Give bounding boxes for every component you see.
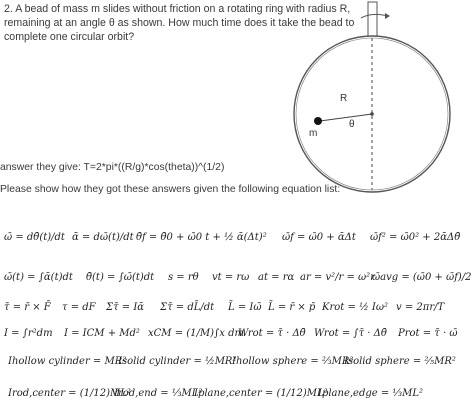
center-point [370,112,374,116]
rotation-arrowhead [385,13,390,19]
eq-angular-acceleration: ᾱ = dω̄(t)/dt [72,232,134,243]
eq-hollow-cylinder: Ihollow cylinder = MR² [8,356,127,367]
eq-center-of-mass: xCM = (1/M)∫x dm [148,328,244,339]
eq-parallel-axis: I = ICM + Md² [64,328,140,339]
eq-rod-end: Irod,end = ⅓ML² [114,388,203,399]
rotation-arrow [361,14,388,18]
eq-arc-length: s = rθ [168,272,199,283]
eq-torque-cross: τ̄ = r̄ × F̄ [4,302,51,313]
eq-torque-dl: Στ̄ = dL̄/dt [160,302,215,313]
eq-plane-edge: Iplane,edge = ⅓ML² [318,388,424,399]
equation-list [0,202,474,413]
eq-tangential-acceleration: at = rα [258,272,295,283]
eq-theta-integral: θ̄(t) = ∫ω̄(t)dt [86,272,155,283]
answer-line: answer they give: T=2*pi*((R/g)*cos(theta))^(1/2) [0,162,225,173]
label-r: R [340,93,348,104]
axis-rod [368,2,377,36]
request-line: Please show how they got these answers given the following equation list: [0,184,341,195]
radius-line [320,114,372,121]
eq-omega-final: ω̄f = ω̄0 + ᾱΔt [282,232,356,243]
eq-angular-momentum: L̄ = Iω̄ [228,302,262,313]
eq-rotational-ke: Krot = ½ Iω² [322,302,389,313]
eq-newton-rotation: Στ̄ = Iᾱ [106,302,145,313]
eq-radial-acceleration: ar = v²/r = ω²r [300,272,375,283]
eq-solid-cylinder: Isolid cylinder = ½MR² [118,356,237,367]
eq-angular-velocity: ω̄ = dθ̄(t)/dt [4,232,65,243]
eq-torque-df: τ = dF [62,302,96,313]
label-theta: θ [349,119,355,130]
eq-rotational-work: Wrot = τ̄ · Δθ̄ [238,328,306,339]
eq-rotational-work-integral: Wrot = ∫τ̄ · Δθ̄ [314,328,387,339]
eq-hollow-sphere: Ihollow sphere = ⅔MR² [232,356,354,367]
eq-tangential-velocity: vt = rω [212,272,250,283]
eq-omega-integral: ω̄(t) = ∫ᾱ(t)dt [4,272,73,283]
eq-moment-inertia: I = ∫r²dm [4,328,53,339]
eq-theta-final: θ̄f = θ̄0 + ω̄0 t + ½ ᾱ(Δt)² [136,232,267,243]
question-text: 2. A bead of mass m slides without friction on a rotating ring with radius R, remaining at an angle θ as shown. How much time does it take the bead to complete one circular orbit? [4,3,355,43]
eq-angular-momentum-cross: L̄ = r̄ × p̄ [268,302,316,313]
eq-orbital-speed: v = 2πr/T [396,302,445,313]
eq-rod-center: Irod,center = (1/12)ML² [8,388,131,399]
bead [314,117,322,125]
eq-rotational-power: Prot = τ̄ · ω̄ [398,328,458,339]
eq-average-omega: ω̄avg = (ω̄0 + ω̄f)/2 [372,272,472,283]
eq-omega-final-squared: ω̄f² = ω̄0² + 2ᾱΔθ̄ [370,232,461,243]
label-m: m [309,128,318,139]
eq-solid-sphere: Isolid sphere = ⅖MR² [344,356,456,367]
eq-plane-center: Iplane,center = (1/12)ML² [194,388,328,399]
